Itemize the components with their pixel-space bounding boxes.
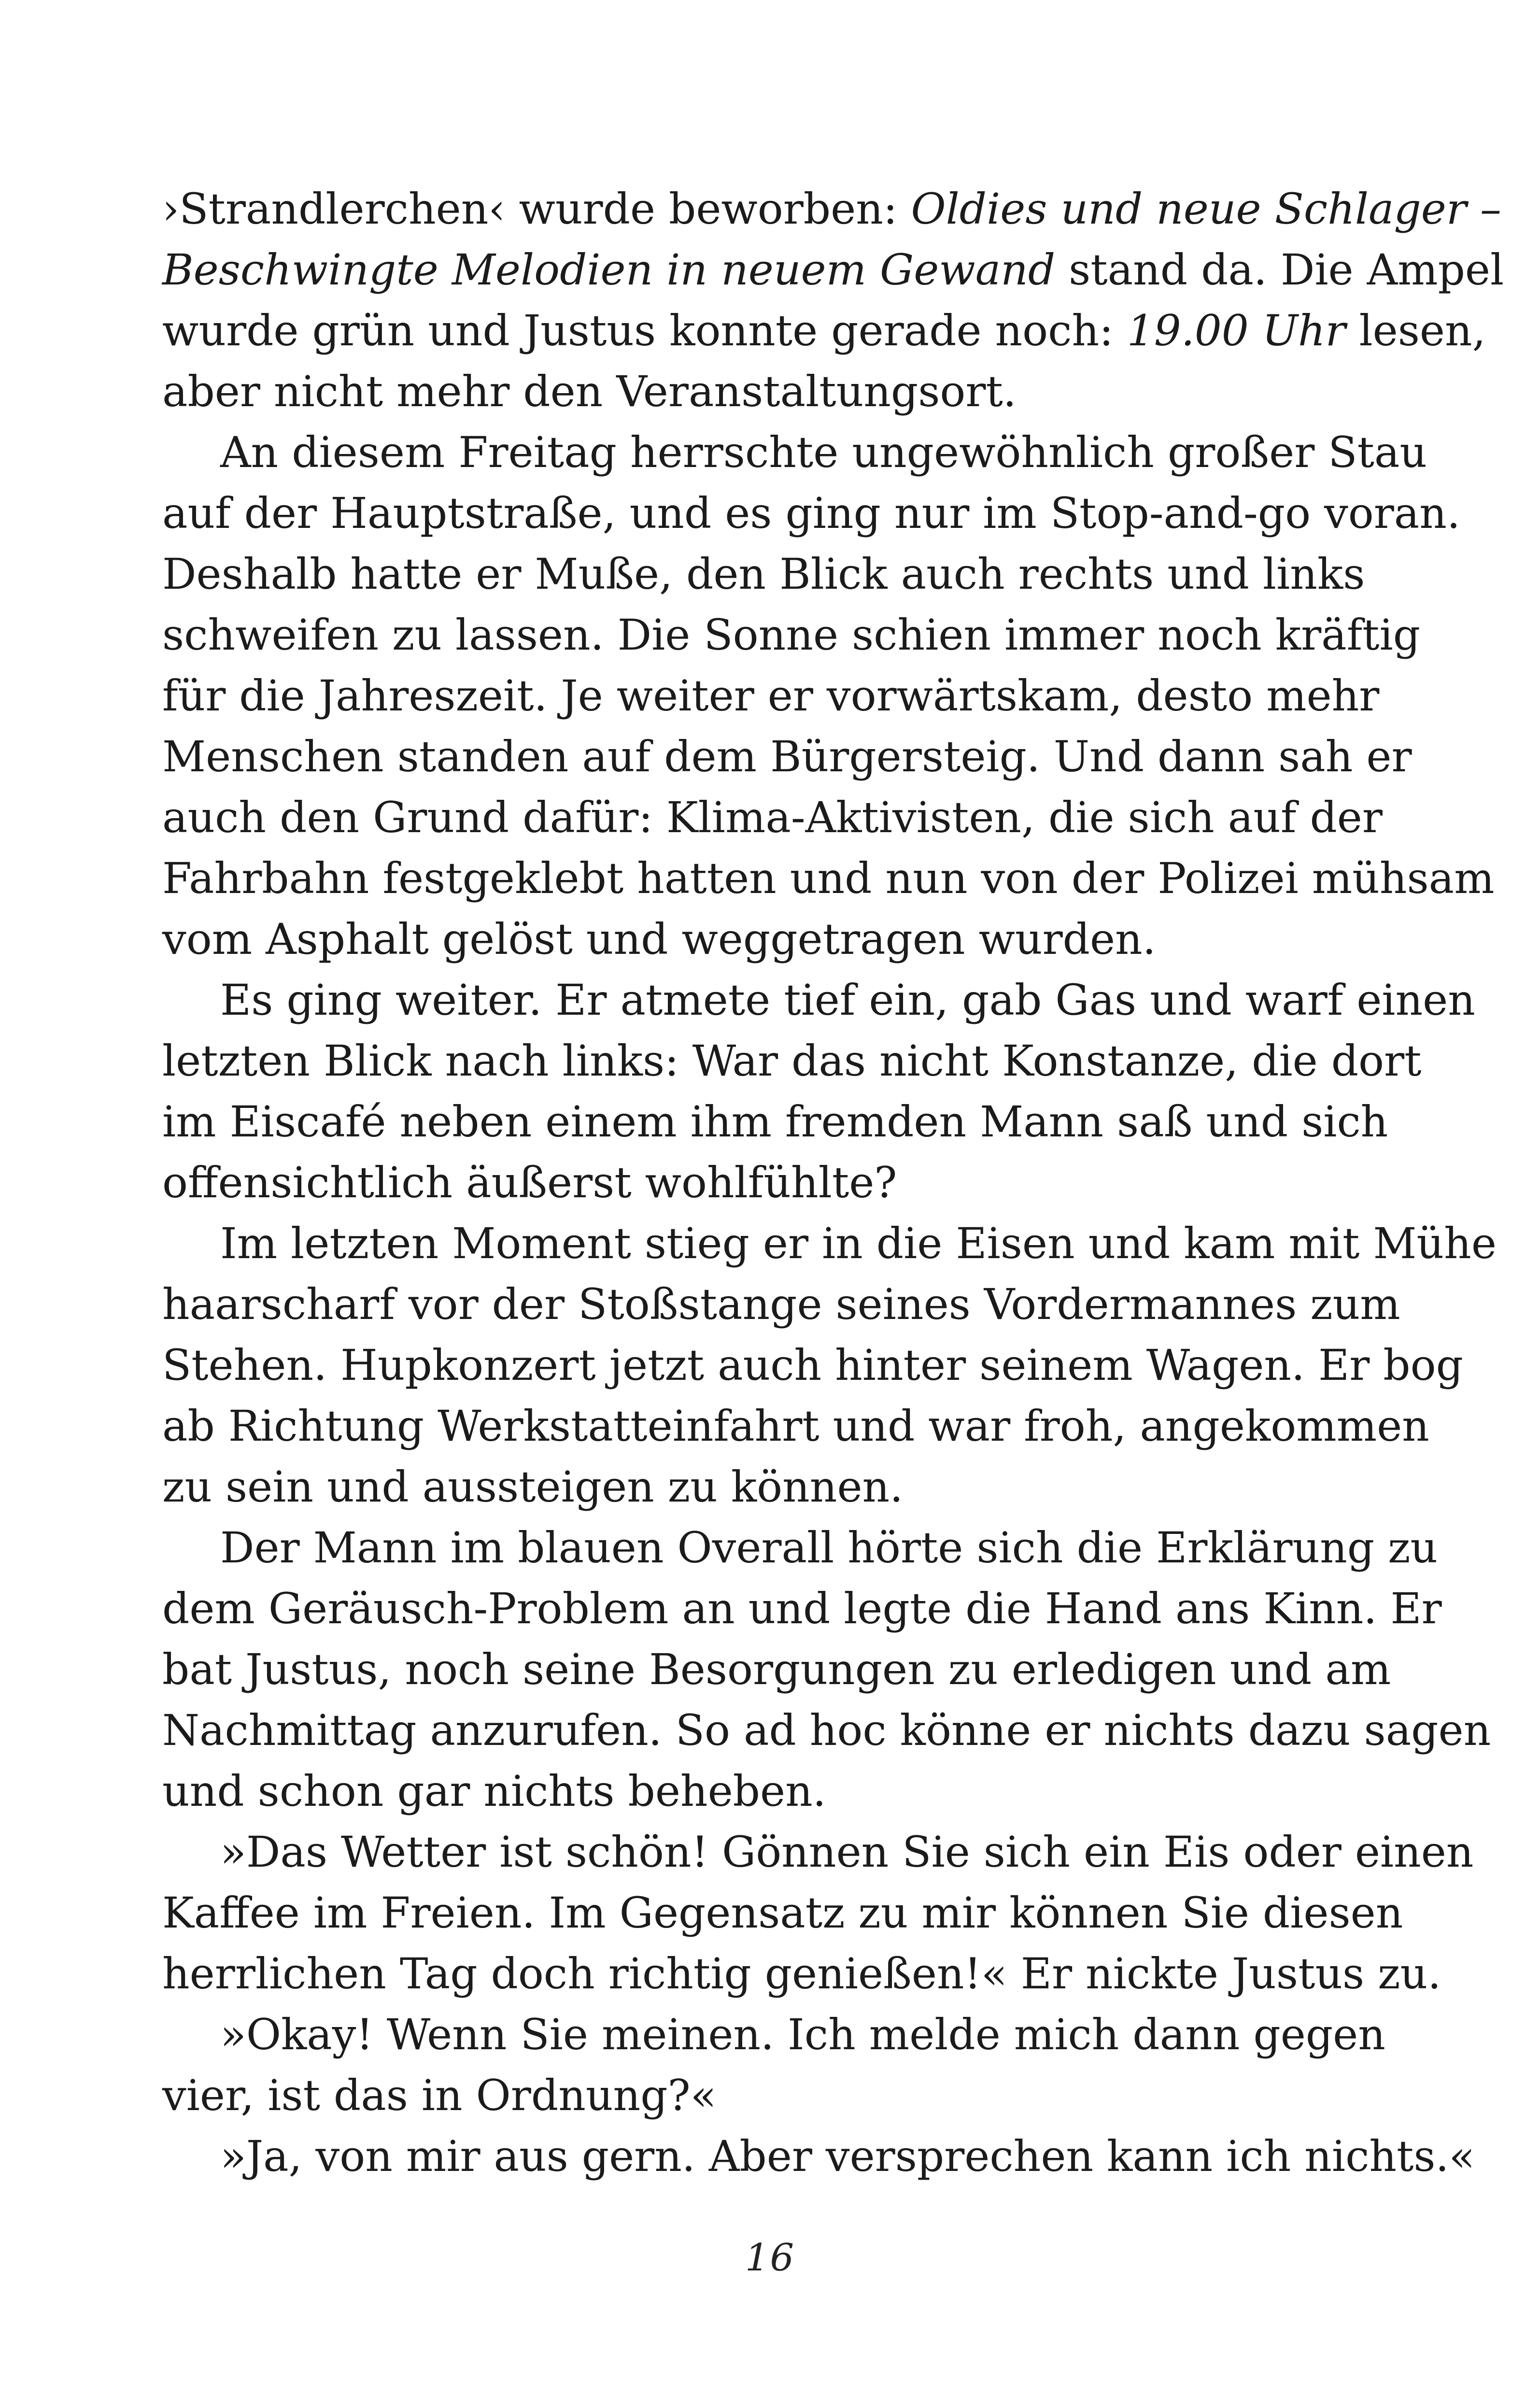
text-line [162,1457,1350,1517]
text-line [162,909,1350,970]
text-line [162,240,1504,300]
text-line [162,970,1475,1031]
text-segment: bat Justus, noch seine Besorgungen zu erledigen und am [162,1645,1391,1694]
text-line [162,1639,1391,1700]
text-line [162,2004,1385,2065]
text-line [162,361,1350,422]
text-segment: Stehen. Hupkonzert jetzt auch hinter seinem Wagen. Er bog [162,1340,1463,1390]
text-segment: vom Asphalt gelöst und weggetragen wurden. [162,914,1156,964]
text-segment: stand da. Die Ampel [1055,245,1504,295]
text-line [162,1213,1497,1274]
text-segment: wurde grün und Justus konnte gerade noch: [162,306,1127,355]
text-segment: vier, ist das in Ordnung?« [162,2070,717,2120]
text-segment: Nachmittag anzurufen. So ad hoc könne er nichts dazu sagen [162,1705,1491,1755]
text-line [162,1517,1438,1578]
italic-text: Oldies und neue Schlager – [911,184,1501,234]
text-line [162,605,1421,666]
text-line [162,666,1380,726]
text-segment: Der Mann im blauen Overall hörte sich die Erklärung zu [220,1523,1438,1573]
text-segment: auch den Grund dafür: Klima-Aktivisten, die sich auf der [162,793,1383,842]
text-segment: zu sein und aussteigen zu können. [162,1462,904,1512]
text-segment: Menschen standen auf dem Bürgersteig. Und dann sah er [162,732,1412,781]
text-segment: »Das Wetter ist schön! Gönnen Sie sich ein Eis oder einen [220,1827,1474,1877]
text-line [162,2126,1475,2187]
text-line [162,1092,1388,1152]
text-line [162,726,1412,787]
text-line [162,483,1460,544]
italic-text: 19.00 Uhr [1127,306,1346,355]
text-segment: für die Jahreszeit. Je weiter er vorwärtskam, desto mehr [162,671,1380,721]
text-segment: Deshalb hatte er Muße, den Blick auch rechts und links [162,549,1365,599]
text-line [162,1152,1350,1213]
page-number: 16 [745,2236,795,2280]
text-segment: lesen, [1345,306,1486,355]
text-line [162,1761,1350,1822]
text-segment: »Ja, von mir aus gern. Aber versprechen kann ich nichts.« [220,2131,1475,2181]
text-segment: Fahrbahn festgeklebt hatten und nun von der Polizei mühsam [162,853,1495,903]
text-line [162,422,1427,483]
text-segment: Kaffee im Freien. Im Gegensatz zu mir können Sie diesen [162,1888,1403,1938]
text-segment: offensichtlich äußerst wohlfühlte? [162,1158,897,1207]
text-segment: herrlichen Tag doch richtig genießen!« Er nickte Justus zu. [162,1949,1441,1999]
text-line [162,1943,1441,2004]
text-segment: Es ging weiter. Er atmete tief ein, gab Gas und warf einen [220,975,1475,1025]
text-line [162,1031,1422,1092]
text-segment: haarscharf vor der Stoßstange seines Vordermannes zum [162,1279,1400,1329]
text-line [162,1700,1491,1761]
text-line [162,848,1495,909]
text-segment: »Okay! Wenn Sie meinen. Ich melde mich dann gegen [220,2010,1385,2059]
italic-text: Beschwingte Melodien in neuem Gewand [162,245,1056,295]
text-segment: aber nicht mehr den Veranstaltungsort. [162,367,1017,416]
text-segment: auf der Hauptstraße, und es ging nur im Stop-and-go voran. [162,488,1460,538]
text-segment: und schon gar nichts beheben. [162,1766,826,1816]
text-line [162,1822,1474,1883]
text-line [162,787,1383,848]
text-line [162,1396,1429,1457]
text-segment: An diesem Freitag herrschte ungewöhnlich großer Stau [220,427,1427,477]
text-segment: dem Geräusch-Problem an und legte die Hand ans Kinn. Er [162,1584,1442,1633]
text-line [162,2065,1350,2126]
text-line [162,1335,1463,1396]
text-line [162,1883,1403,1943]
text-segment: Im letzten Moment stieg er in die Eisen und kam mit Mühe [220,1219,1497,1268]
text-line [162,1274,1400,1335]
text-line [162,1578,1442,1639]
text-segment: letzten Blick nach links: War das nicht Konstanze, die dort [162,1036,1422,1086]
text-segment: ›Strandlerchen‹ wurde beworben: [162,184,911,234]
text-line [162,300,1486,361]
text-segment: im Eiscafé neben einem ihm fremden Mann saß und sich [162,1097,1388,1147]
text-segment: ab Richtung Werkstatteinfahrt und war froh, angekommen [162,1401,1429,1451]
body-text [162,179,1504,2187]
text-segment: schweifen zu lassen. Die Sonne schien immer noch kräftig [162,610,1421,660]
text-line [162,179,1501,240]
text-line [162,544,1365,605]
